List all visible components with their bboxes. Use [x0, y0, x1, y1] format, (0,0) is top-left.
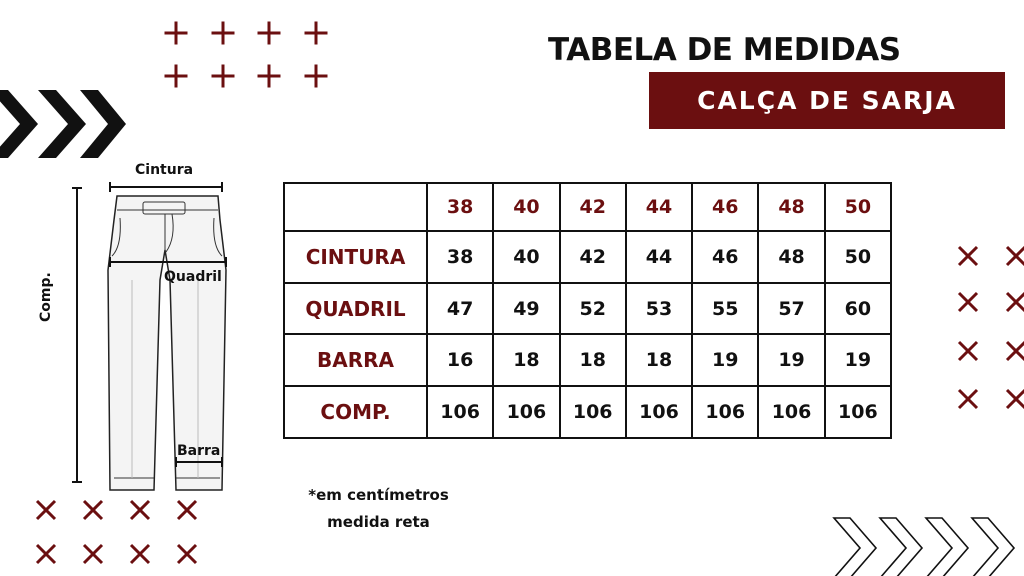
table-cell: 106	[692, 386, 758, 438]
cross-icon-group-right	[950, 236, 1024, 416]
chevron-right-icon	[926, 518, 968, 576]
cross-icon	[1007, 247, 1024, 265]
table-cell: 18	[560, 334, 626, 386]
table-cell: 106	[560, 386, 626, 438]
size-header-cell: 38	[427, 183, 493, 231]
table-cell: 19	[692, 334, 758, 386]
table-cell: 18	[626, 334, 692, 386]
chevron-right-icon	[880, 518, 922, 576]
waist-measure-line	[110, 182, 222, 192]
table-cell: 55	[692, 283, 758, 335]
chevron-right-icon-group	[0, 88, 130, 163]
subtitle-text: CALÇA DE SARJA	[697, 86, 957, 115]
table-cell: 52	[560, 283, 626, 335]
table-header-row	[284, 183, 891, 231]
plus-icon	[213, 66, 233, 86]
table-cell: 49	[493, 283, 559, 335]
chevron-right-icon	[0, 90, 38, 158]
table-row	[284, 334, 891, 386]
cross-icon	[37, 501, 55, 519]
row-label-hem: BARRA	[284, 334, 427, 386]
table-cell: 60	[825, 283, 891, 335]
cross-icon	[959, 247, 977, 265]
size-header-cell: 48	[758, 183, 824, 231]
table-row	[284, 283, 891, 335]
chevron-right-icon	[972, 518, 1014, 576]
cross-icon	[1007, 390, 1024, 408]
plus-icon	[306, 66, 326, 86]
cross-icon	[1007, 293, 1024, 311]
size-header-cell: 40	[493, 183, 559, 231]
cross-icon	[84, 545, 102, 563]
cross-icon	[84, 501, 102, 519]
page-title: TABELA DE MEDIDAS	[548, 32, 901, 68]
chevron-right-icon	[38, 90, 86, 158]
table-corner-cell	[284, 183, 427, 231]
cross-icon	[959, 293, 977, 311]
size-header-cell: 46	[692, 183, 758, 231]
length-measure-line	[72, 188, 82, 482]
plus-icon	[166, 23, 186, 43]
table-cell: 47	[427, 283, 493, 335]
table-cell: 106	[626, 386, 692, 438]
table-cell: 40	[493, 231, 559, 283]
plus-icon	[306, 23, 326, 43]
table-cell: 106	[427, 386, 493, 438]
row-label-waist: CINTURA	[284, 231, 427, 283]
table-row	[284, 231, 891, 283]
row-label-hip: QUADRIL	[284, 283, 427, 335]
subtitle-banner	[649, 72, 1005, 129]
size-header-cell: 44	[626, 183, 692, 231]
cross-icon	[1007, 342, 1024, 360]
cross-icon	[131, 545, 149, 563]
hip-label: Quadril	[164, 269, 222, 285]
table-cell: 53	[626, 283, 692, 335]
table-cell: 106	[758, 386, 824, 438]
size-header-cell: 50	[825, 183, 891, 231]
chevron-right-icon	[80, 90, 126, 158]
table-cell: 44	[626, 231, 692, 283]
footnote	[296, 482, 461, 536]
cross-icon-group-bottom-left	[30, 492, 210, 576]
footnote-method: medida reta	[327, 513, 430, 531]
table-cell: 19	[825, 334, 891, 386]
table-cell: 57	[758, 283, 824, 335]
length-label: Comp.	[38, 272, 54, 322]
cross-icon	[178, 501, 196, 519]
size-table	[283, 182, 892, 439]
table-cell: 106	[493, 386, 559, 438]
plus-icon-group	[160, 14, 335, 94]
table-cell: 106	[825, 386, 891, 438]
cross-icon	[37, 545, 55, 563]
cross-icon	[959, 390, 977, 408]
cross-icon	[131, 501, 149, 519]
table-row	[284, 386, 891, 438]
table-cell: 18	[493, 334, 559, 386]
chevron-right-icon	[834, 518, 876, 576]
chevron-outline-icon-group	[830, 512, 1024, 576]
table-cell: 50	[825, 231, 891, 283]
cross-icon	[959, 342, 977, 360]
size-header-cell: 42	[560, 183, 626, 231]
row-label-length: COMP.	[284, 386, 427, 438]
footnote-unit: *em centímetros	[308, 486, 449, 504]
plus-icon	[166, 66, 186, 86]
table-cell: 46	[692, 231, 758, 283]
table-cell: 42	[560, 231, 626, 283]
plus-icon	[213, 23, 233, 43]
table-cell: 16	[427, 334, 493, 386]
plus-icon	[259, 66, 279, 86]
table-cell: 19	[758, 334, 824, 386]
table-cell: 38	[427, 231, 493, 283]
waist-label: Cintura	[135, 162, 194, 178]
table-cell: 48	[758, 231, 824, 283]
cross-icon	[178, 545, 196, 563]
plus-icon	[259, 23, 279, 43]
hem-label: Barra	[177, 443, 221, 459]
